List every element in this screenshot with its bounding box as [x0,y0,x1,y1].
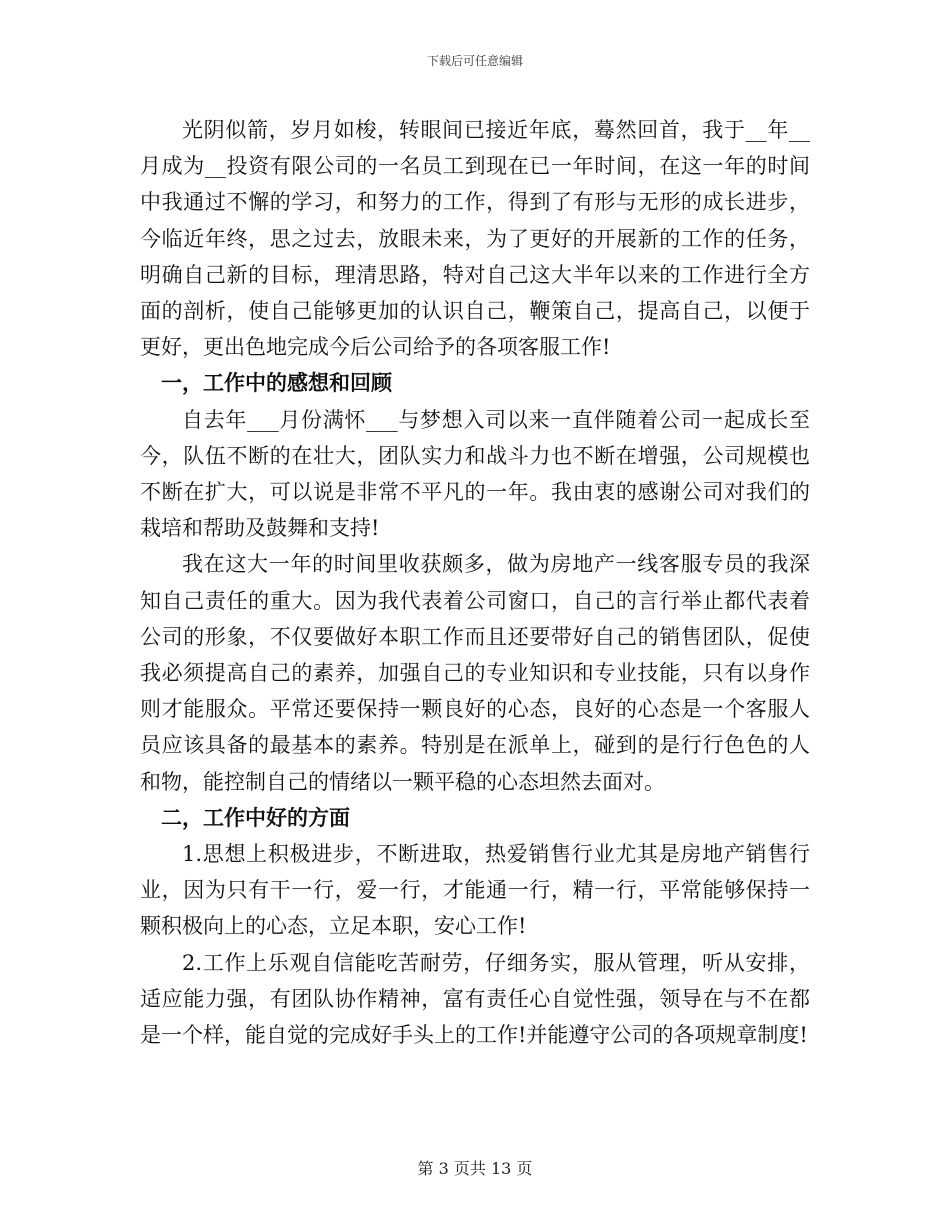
section-2-item-1: 1.思想上积极进步，不断进取，热爱销售行业尤其是房地产销售行业，因为只有干一行，爱一行，才能通一行，精一行，平常能够保持一颗积极向上的心态，立足本职，安心工作! [140,842,810,939]
intro-paragraph: 光阴似箭，岁月如梭，转眼间已接近年底，蓦然回首，我于__年__月成为__投资有限公司的一名员工到现在已一年时间，在这一年的时间中我通过不懈的学习，和努力的工作，得到了有形与无形的成长进步，今临近年终，思之过去，放眼未来，为了更好的开展新的工作的任务，明确自己新的目标，理清思路，特对自己这大半年以来的工作进行全方面的剖析，使自己能够更加的认识自己，鞭策自己，提高自己，以便于更好，更出色地完成今后公司给予的各项客服工作! [140,118,810,360]
section-1-paragraph-2: 我在这大一年的时间里收获颇多，做为房地产一线客服专员的我深知自己责任的重大。因为我代表着公司窗口，自己的言行举止都代表着公司的形象，不仅要做好本职工作而且还要带好自己的销售团队，促使我必须提高自己的素养，加强自己的专业知识和专业技能，只有以身作则才能服众。平常还要保持一颗良好的心态，良好的心态是一个客服人员应该具备的最基本的素养。特别是在派单上，碰到的是行行色色的人和物，能控制自己的情绪以一颗平稳的心态坦然去面对。 [140,552,810,794]
section-heading-1: 一，工作中的感想和回顾 [161,371,392,396]
page-header: 下载后可任意编辑 [426,54,523,68]
section-1-paragraph-1: 自去年___月份满怀___与梦想入司以来一直伴随着公司一起成长至今，队伍不断的在壮大，团队实力和战斗力也不断在增强，公司规模也不断在扩大，可以说是非常不平凡的一年。我由衷的感谢公司对我们的栽培和帮助及鼓舞和支持! [140,407,810,541]
section-2-item-2: 2.工作上乐观自信能吃苦耐劳，仔细务实，服从管理，听从安排，适应能力强，有团队协作精神，富有责任心自觉性强，领导在与不在都是一个样，能自觉的完成好手头上的工作!并能遵守公司的各项规章制度! [140,950,810,1048]
section-heading-2: 二，工作中好的方面 [161,805,350,830]
document-body [140,112,810,1053]
page-number: 第 3 页共 13 页 [417,1159,533,1178]
